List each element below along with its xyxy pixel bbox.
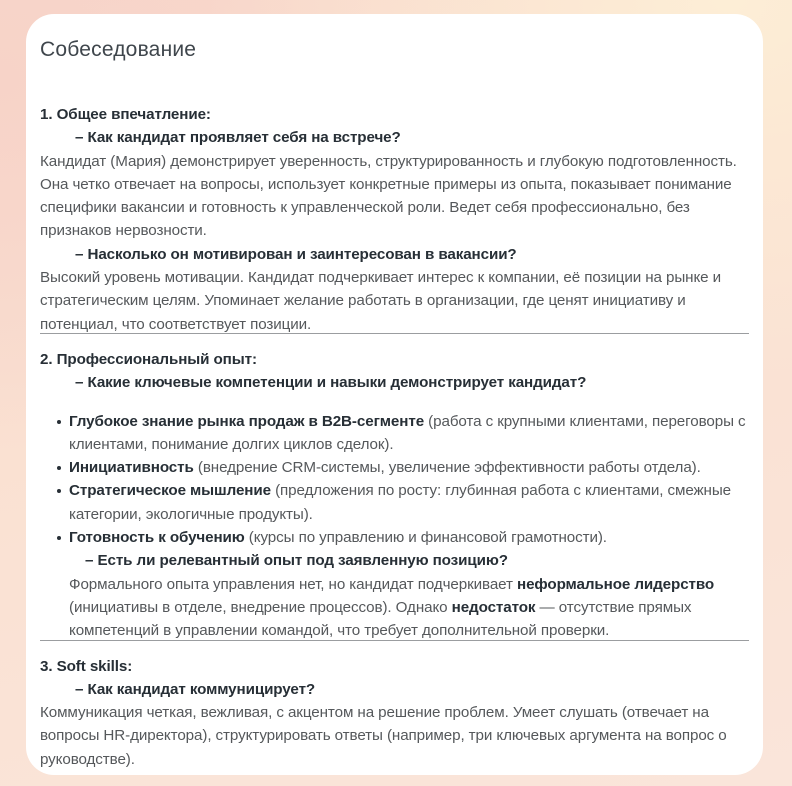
document-body <box>40 103 749 771</box>
list-item: Стратегическое мышление (предложения по росту: глубинная работа с клиентами, смежные категории, экологичные продукты). <box>40 479 749 526</box>
answer-paragraph: Формального опыта управления нет, но кандидат подчеркивает неформальное лидерство (инициативы в отделе, внедрение процессов). Однако недостаток — отсутствие прямых компетенций в управлении командой, что требует дополнительной проверки. <box>69 575 715 640</box>
answer-paragraph: Высокий уровень мотивации. Кандидат подчеркивает интерес к компании, её позиции на рынке и стратегическим целям. Упоминает желание работать в организации, где ценят инициативу и потенциал, что соответствует позиции. <box>40 269 722 333</box>
section-heading: 2. Профессиональный опыт: <box>40 350 257 368</box>
sub-question-line: – Есть ли релевантный опыт под заявленную позицию? <box>85 552 508 570</box>
list-item: Инициативность (внедрение CRM-системы, увеличение эффективности работы отдела). <box>40 456 749 479</box>
answer-paragraph: Кандидат (Мария) демонстрирует уверенность, структурированность и глубокую подготовленность. Она четко отвечает на вопросы, использует конкретные примеры из опыта, показывает понимание специфики вакансии и готовность к управленческой роли. Ведет себя профессионально, без признаков нервозности. <box>40 152 737 240</box>
list-item: Глубокое знание рынка продаж в B2B-сегменте (работа с крупными клиентами, переговоры с клиентами, понимание долгих циклов сделок). <box>40 410 749 457</box>
list-item: Готовность к обучению (курсы по управлению и финансовой грамотности). <box>40 526 749 549</box>
section-heading: 3. Soft skills: <box>40 657 133 675</box>
competency-list <box>40 410 749 550</box>
question-line: – Какие ключевые компетенции и навыки демонстрирует кандидат? <box>75 374 587 392</box>
section-heading: 1. Общее впечатление: <box>40 106 211 123</box>
document-card <box>26 14 763 775</box>
section-general-impression <box>40 103 749 336</box>
page-title: Собеседование <box>40 38 197 61</box>
section-soft-skills <box>40 655 749 771</box>
question-line: – Как кандидат коммуницирует? <box>75 680 316 698</box>
question-line: – Насколько он мотивирован и заинтересован в вакансии? <box>75 245 517 263</box>
section-professional-experience <box>40 348 749 643</box>
question-line: – Как кандидат проявляет себя на встрече? <box>75 129 401 147</box>
answer-paragraph: Коммуникация четкая, вежливая, с акцентом на решение проблем. Умеет слушать (отвечает на вопросы HR-директора), структурировать ответы (например, три ключевых аргумента на вопрос о руководстве). <box>40 704 727 768</box>
